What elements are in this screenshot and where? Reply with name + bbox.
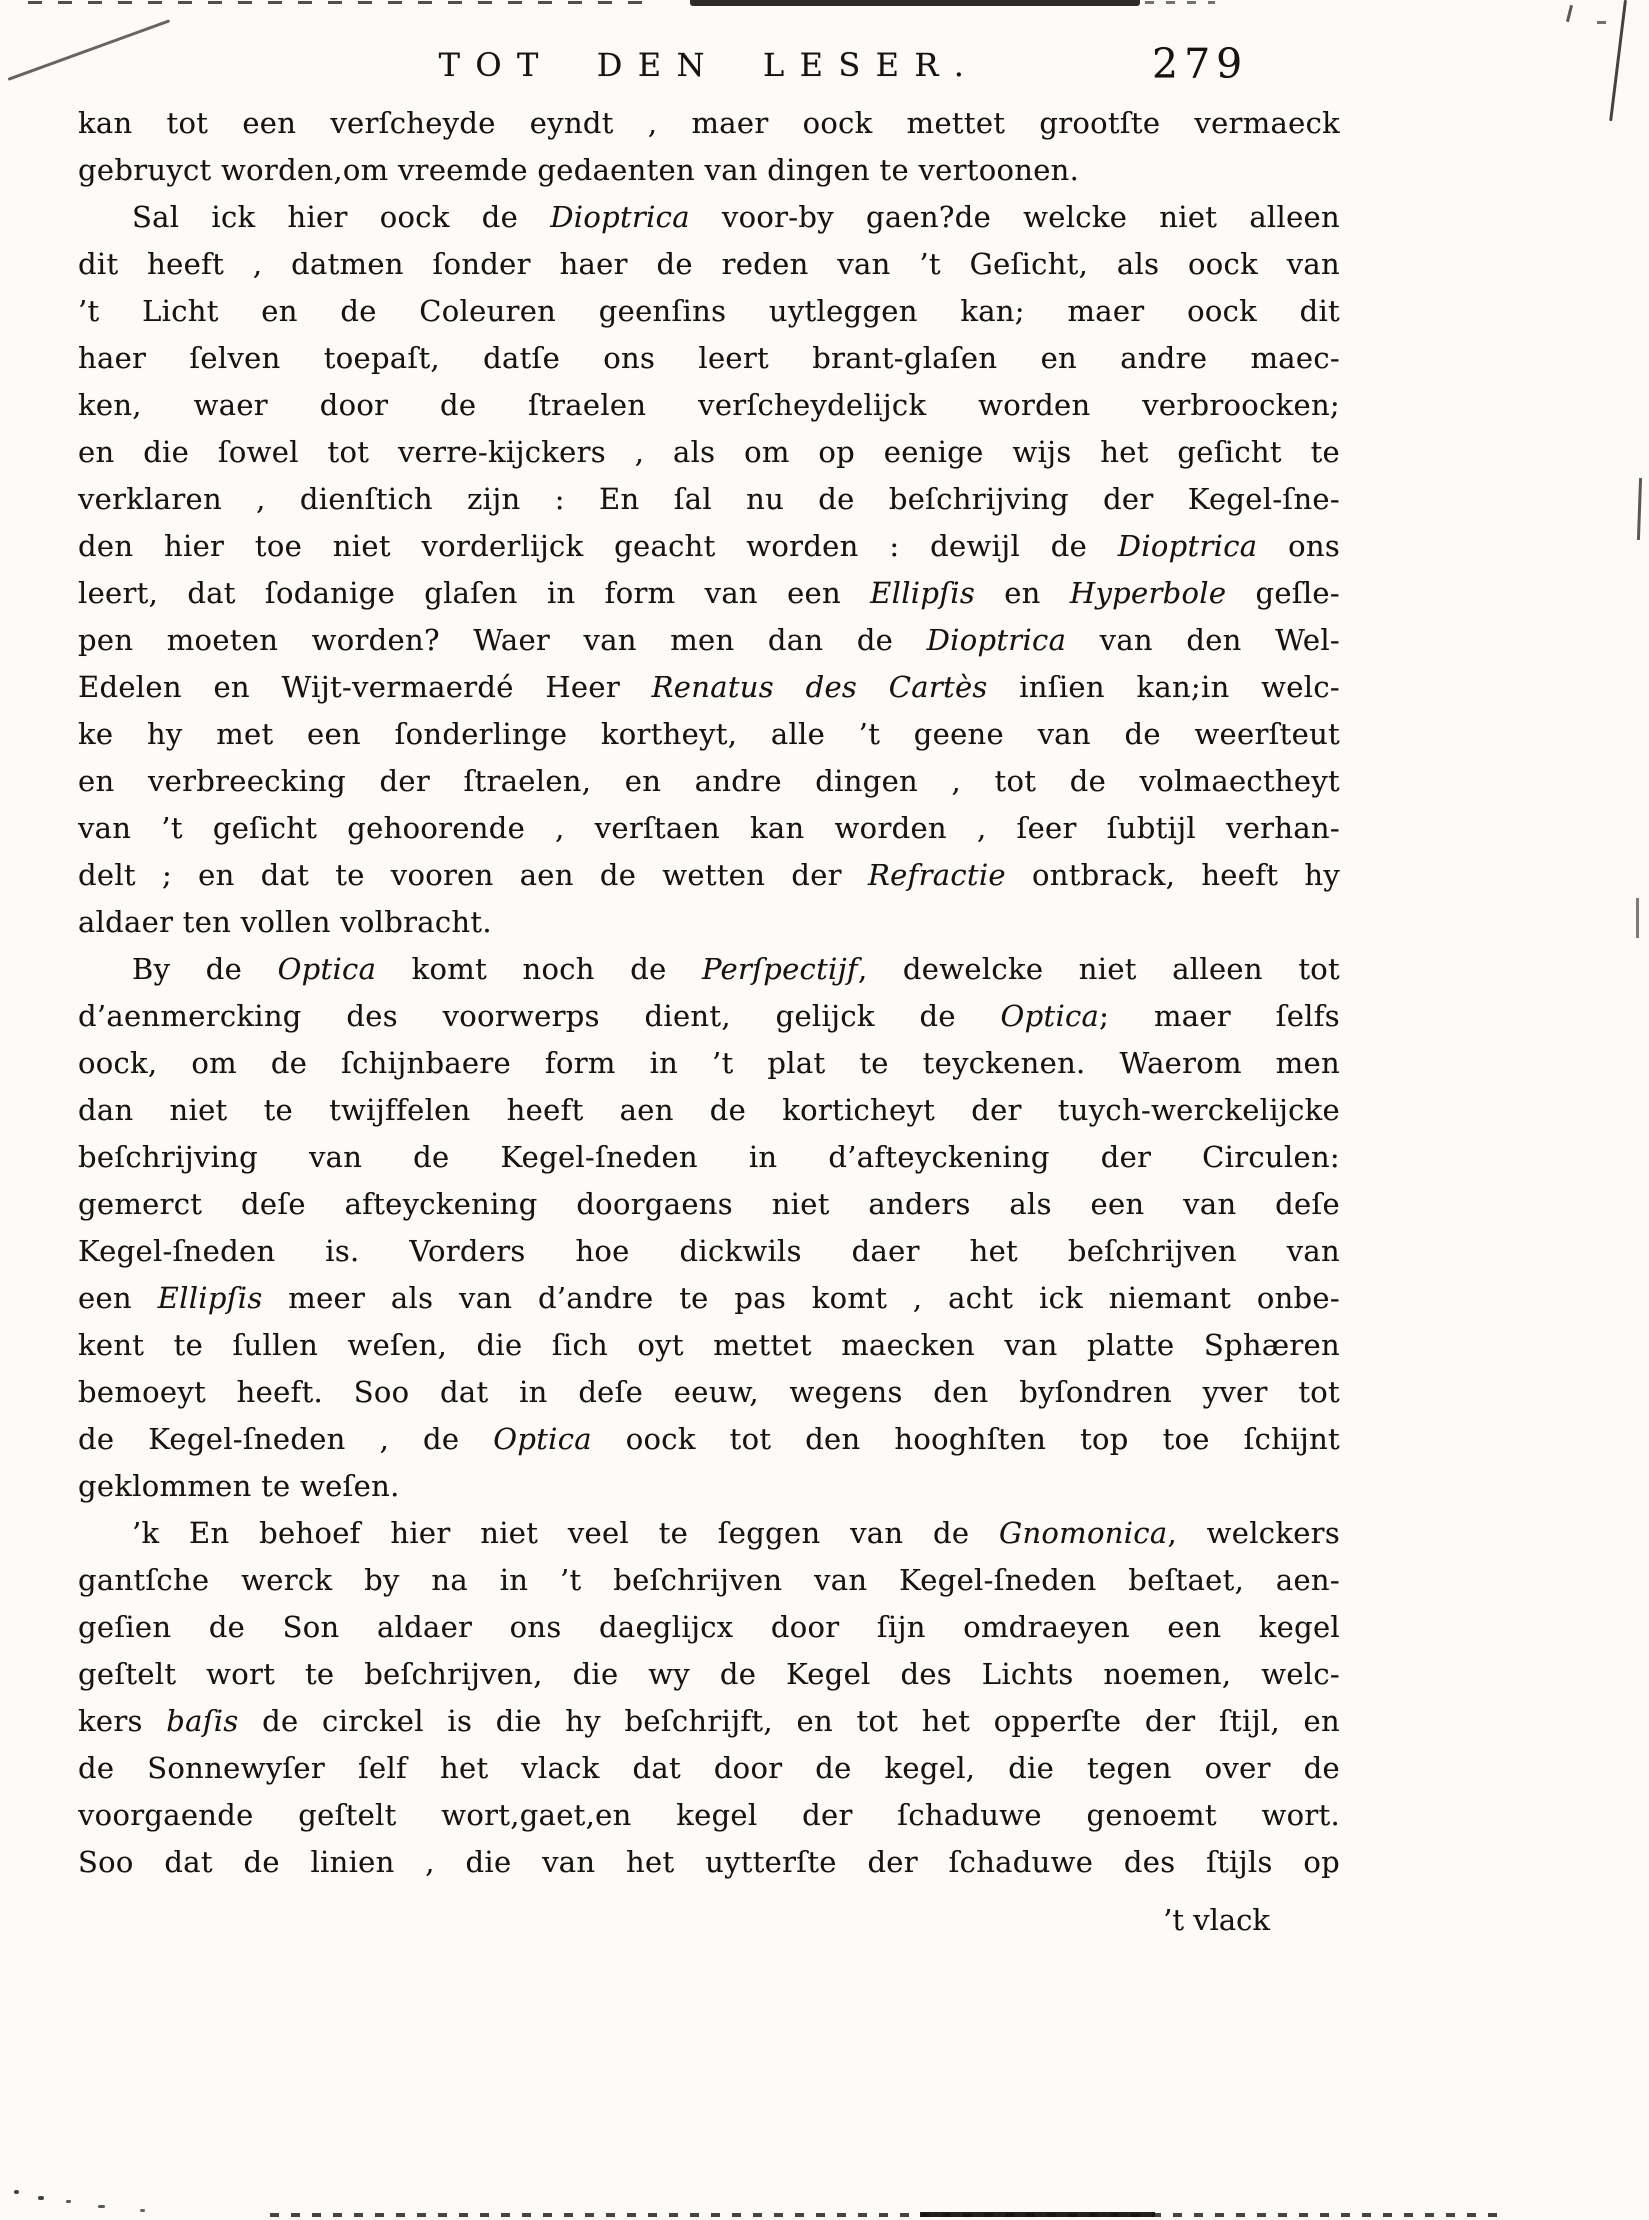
italic-term: Optica [277,952,377,986]
text-run: geklommen te weſen. [78,1469,400,1503]
text-run: Kegel-ſneden is. Vorders hoe dickwils daer het beſchrijven van [78,1234,1340,1268]
text-line [78,1416,1340,1463]
text-run: ’k En behoef hier niet veel te ſeggen van de [132,1516,999,1550]
italic-term: Dioptrica [550,200,690,234]
scan-artifact-right-edge-curve [1609,0,1627,121]
text-run: van den Wel- [1066,623,1340,657]
text-line [78,1557,1340,1604]
scan-artifact-top-dashes [28,1,648,4]
text-run: komt noch de [376,952,703,986]
text-run: gebruyct worden,om vreemde gedaenten van dingen te vertoonen. [78,153,1080,187]
italic-term: Hyperbole [1069,576,1227,610]
text-run: ontbrack, heeft hy [1005,858,1340,892]
text-run: gemerct deſe afteyckening doorgaens niet anders als een van deſe [78,1187,1340,1221]
text-run: gantſche werck by na in ’t beſchrijven van Kegel-ſneden beſtaet, aen- [78,1563,1340,1597]
scan-artifact-topright-mark [1597,21,1606,24]
text-run: en verbreecking der ſtraelen, en andre dingen , tot de volmaectheyt [78,764,1340,798]
text-run: geſtelt wort te beſchrijven, die wy de Kegel des Lichts noemen, welc- [78,1657,1340,1691]
text-line [78,194,1340,241]
text-run: voor-by gaen?de welcke niet alleen [689,200,1340,234]
text-run: bemoeyt heeft. Soo dat in deſe eeuw, wegens den byſondren yver tot [78,1375,1340,1409]
text-run: meer als van d’andre te pas komt , acht ick niemant onbe- [262,1281,1340,1315]
italic-term: Refractie [867,858,1006,892]
text-line [78,758,1340,805]
text-run: d’aenmercking des voorwerps dient, gelijck de [78,999,1001,1033]
page-number: 279 [1152,40,1249,88]
italic-term: baſis [166,1704,239,1738]
text-line [78,1463,1340,1510]
text-line [78,617,1340,664]
text-run: ke hy met een ſonderlinge kortheyt, alle ’t geene van de weerſteut [78,717,1340,751]
scan-artifact-speck-1 [14,2190,19,2194]
text-line [78,570,1340,617]
text-line [78,1792,1340,1839]
text-run: oock tot den hooghſten top toe ſchijnt [591,1422,1340,1456]
text-line [78,1369,1340,1416]
text-line [78,1040,1340,1087]
text-line [78,805,1340,852]
italic-term: Optica [493,1422,592,1456]
scan-artifact-right-edge-tick-2 [1636,898,1639,938]
text-line [78,147,1340,194]
text-line [78,1228,1340,1275]
text-run: By de [132,952,278,986]
text-run: leert, dat ſodanige glaſen in form van een [78,576,871,610]
text-run: dit heeft , datmen ſonder haer de reden van ’t Geſicht, als oock van [78,247,1340,281]
text-line [78,899,1340,946]
italic-term: Dioptrica [926,623,1067,657]
text-run: voorgaende geſtelt wort,gaet,en kegel der ſchaduwe genoemt wort. [78,1798,1340,1832]
text-run: een [78,1281,158,1315]
scan-artifact-right-edge-tick-1 [1637,478,1642,540]
text-line [78,241,1340,288]
italic-term: Dioptrica [1117,529,1258,563]
text-line [78,382,1340,429]
text-run: en die ſowel tot verre-kijckers , als om op eenige wijs het geſicht te [78,435,1340,469]
text-line [78,1604,1340,1651]
text-line [78,1651,1340,1698]
scan-artifact-bottom-bar [920,2212,1155,2217]
text-line [78,852,1340,899]
text-run: , dewelcke niet alleen tot [857,952,1340,986]
text-run: oock, om de ſchijnbaere form in ’t plat te teyckenen. Waerom men [78,1046,1340,1080]
scan-artifact-topright-stroke [1566,5,1573,22]
text-line [78,100,1340,147]
text-line [78,1275,1340,1322]
text-line [78,711,1340,758]
text-run: de circkel is die hy beſchrijft, en tot het opperſte der ſtijl, en [238,1704,1340,1738]
text-run: inſien kan;in welc- [987,670,1340,704]
scan-artifact-speck-5 [140,2209,145,2212]
text-line [78,1087,1340,1134]
scan-artifact-speck-3 [66,2200,71,2203]
italic-term: Optica [1000,999,1100,1033]
italic-term: Gnomonica [998,1516,1168,1550]
text-run: delt ; en dat te vooren aen de wetten der [78,858,868,892]
text-line [78,1839,1340,1886]
text-run: haer ſelven toepaſt, datſe ons leert brant-glaſen en andre maec- [78,341,1340,375]
text-run: ; maer ſelfs [1099,999,1340,1033]
text-run: en [975,576,1070,610]
text-run: Soo dat de linien , die van het uytterſte der ſchaduwe des ſtijls op [78,1845,1340,1879]
italic-term: Ellipſis [157,1281,263,1315]
scan-artifact-speck-4 [98,2205,105,2208]
text-line [78,1510,1340,1557]
text-run: geſle- [1226,576,1340,610]
text-run: van ’t geſicht gehoorende , verſtaen kan worden , ſeer ſubtijl verhan- [78,811,1340,845]
text-run: verklaren , dienſtich zijn : En ſal nu de beſchrijving der Kegel-ſne- [78,482,1340,516]
italic-term: Perſpectijf [702,952,858,986]
text-block [78,100,1340,1886]
text-run: , welckers [1167,1516,1340,1550]
text-line [78,1134,1340,1181]
scan-artifact-top-bar [690,0,1140,6]
text-run: ’t Licht en de Coleuren geenſins uytleggen kan; maer oock dit [78,294,1340,328]
text-line [78,993,1340,1040]
text-run: ons [1257,529,1340,563]
text-run: kan tot een verſcheyde eyndt , maer oock mettet grootſte vermaeck [78,106,1340,140]
text-line [78,664,1340,711]
text-run: Edelen en Wijt-vermaerdé Heer [78,670,652,704]
text-line [78,1745,1340,1792]
italic-term: Ellipſis [870,576,976,610]
text-line [78,946,1340,993]
text-run: den hier toe niet vorderlijck geacht worden : dewijl de [78,529,1118,563]
text-run: de Sonnewyſer ſelf het vlack dat door de kegel, die tegen over de [78,1751,1340,1785]
text-run: Sal ick hier oock de [132,200,551,234]
text-run: geſien de Son aldaer ons daeglijcx door ſijn omdraeyen een kegel [78,1610,1340,1644]
text-run: aldaer ten vollen volbracht. [78,905,492,939]
text-line [78,523,1340,570]
text-line [78,476,1340,523]
text-line [78,429,1340,476]
text-run: pen moeten worden? Waer van men dan de [78,623,927,657]
text-line [78,1181,1340,1228]
text-run: kent te ſullen weſen, die ſich oyt mettet maecken van platte Sphæren [78,1328,1340,1362]
scan-artifact-bottom-dashes [270,2213,1500,2217]
text-line [78,288,1340,335]
text-run: ken, waer door de ſtraelen verſcheydelijck worden verbroocken; [78,388,1340,422]
page-header-title: TOT DEN LESER. [438,46,980,84]
italic-term: Renatus des Cartès [651,670,988,704]
text-run: dan niet te twijffelen heeft aen de korticheyt der tuych-werckelijcke [78,1093,1340,1127]
text-run: de Kegel-ſneden , de [78,1422,494,1456]
text-line [78,335,1340,382]
scan-artifact-top-dashes-right [1145,1,1215,4]
text-line [78,1698,1340,1745]
text-line [78,1322,1340,1369]
text-run: kers [78,1704,167,1738]
scan-artifact-speck-2 [38,2196,44,2200]
catchword: ’t vlack [1163,1903,1270,1937]
text-run: beſchrijving van de Kegel-ſneden in d’afteyckening der Circulen: [78,1140,1340,1174]
